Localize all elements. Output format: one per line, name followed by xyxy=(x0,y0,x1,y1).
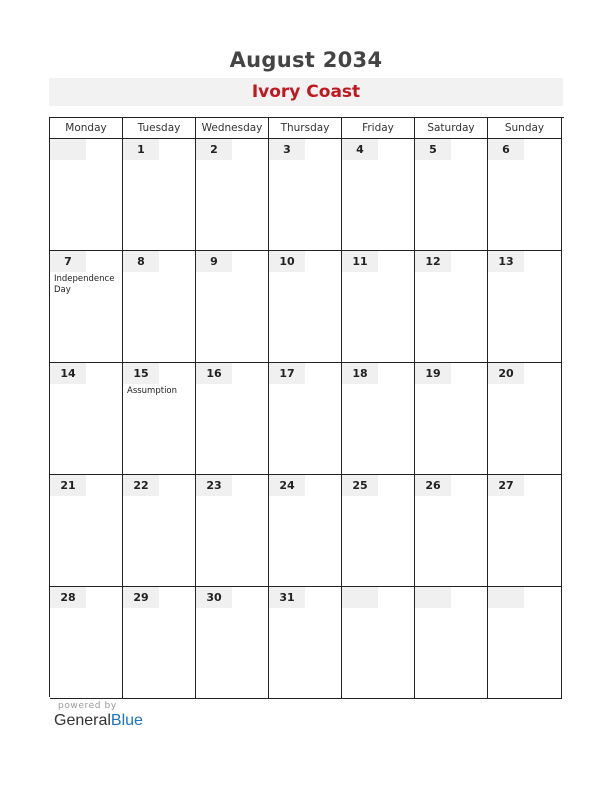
day-cell[interactable] xyxy=(123,251,196,363)
day-cell[interactable] xyxy=(269,251,342,363)
weekday-header: Thursday xyxy=(269,118,342,139)
day-cell[interactable] xyxy=(342,587,415,699)
day-cell[interactable] xyxy=(415,587,488,699)
day-cell[interactable] xyxy=(342,139,415,251)
day-number: 20 xyxy=(488,363,524,384)
day-cell[interactable] xyxy=(415,139,488,251)
day-number: 21 xyxy=(50,475,86,496)
day-cell[interactable] xyxy=(415,363,488,475)
weekday-header: Tuesday xyxy=(123,118,196,139)
day-cell[interactable] xyxy=(196,587,269,699)
day-number xyxy=(488,587,524,608)
day-number: 22 xyxy=(123,475,159,496)
day-cell[interactable] xyxy=(269,587,342,699)
day-number: 25 xyxy=(342,475,378,496)
day-number: 1 xyxy=(123,139,159,160)
day-cell[interactable] xyxy=(50,251,123,363)
day-cell[interactable] xyxy=(488,475,562,587)
calendar-title: August 2034 xyxy=(229,48,383,72)
day-number: 17 xyxy=(269,363,305,384)
day-cell[interactable] xyxy=(269,139,342,251)
day-number: 31 xyxy=(269,587,305,608)
day-cell[interactable] xyxy=(342,251,415,363)
day-cell[interactable] xyxy=(196,475,269,587)
day-cell[interactable] xyxy=(50,587,123,699)
week-row xyxy=(50,251,564,363)
day-cell[interactable] xyxy=(123,139,196,251)
day-number: 23 xyxy=(196,475,232,496)
day-number: 13 xyxy=(488,251,524,272)
weekday-header-row xyxy=(50,118,564,139)
day-cell[interactable] xyxy=(123,475,196,587)
day-cell[interactable] xyxy=(269,363,342,475)
day-number: 10 xyxy=(269,251,305,272)
day-number: 3 xyxy=(269,139,305,160)
weekday-header: Friday xyxy=(342,118,415,139)
day-cell[interactable] xyxy=(488,587,562,699)
week-row xyxy=(50,587,564,699)
week-row xyxy=(50,475,564,587)
day-number: 18 xyxy=(342,363,378,384)
day-number: 2 xyxy=(196,139,232,160)
country-name: Ivory Coast xyxy=(251,82,361,102)
day-cell[interactable] xyxy=(196,139,269,251)
powered-by-text: powered by xyxy=(58,701,117,711)
day-number: 5 xyxy=(415,139,451,160)
day-number: 26 xyxy=(415,475,451,496)
day-number: 6 xyxy=(488,139,524,160)
day-number: 9 xyxy=(196,251,232,272)
day-cell[interactable] xyxy=(342,475,415,587)
calendar-grid xyxy=(49,117,564,697)
day-cell[interactable] xyxy=(488,251,562,363)
day-cell[interactable] xyxy=(488,363,562,475)
day-cell[interactable] xyxy=(50,363,123,475)
day-number xyxy=(342,587,378,608)
day-number: 16 xyxy=(196,363,232,384)
country-banner xyxy=(49,78,563,106)
holiday-label: Independence Day xyxy=(54,274,115,295)
day-cell[interactable] xyxy=(488,139,562,251)
day-number: 15 xyxy=(123,363,159,384)
weekday-header: Sunday xyxy=(488,118,562,139)
weekday-header: Monday xyxy=(50,118,123,139)
day-number: 27 xyxy=(488,475,524,496)
brand-logo[interactable] xyxy=(54,712,143,730)
day-cell[interactable] xyxy=(415,475,488,587)
day-cell[interactable] xyxy=(123,587,196,699)
day-number xyxy=(50,139,86,160)
holiday-label: Assumption xyxy=(127,386,178,396)
week-row xyxy=(50,363,564,475)
day-number: 11 xyxy=(342,251,378,272)
day-cell[interactable] xyxy=(50,139,123,251)
weekday-header: Wednesday xyxy=(196,118,269,139)
day-number: 8 xyxy=(123,251,159,272)
day-cell[interactable] xyxy=(269,475,342,587)
day-number: 29 xyxy=(123,587,159,608)
day-cell[interactable] xyxy=(196,251,269,363)
day-number: 24 xyxy=(269,475,305,496)
day-number: 28 xyxy=(50,587,86,608)
week-row xyxy=(50,139,564,251)
day-number: 4 xyxy=(342,139,378,160)
day-number: 30 xyxy=(196,587,232,608)
day-number: 12 xyxy=(415,251,451,272)
brand-blue: Blue xyxy=(110,712,143,729)
brand-general: General xyxy=(54,712,111,729)
day-cell[interactable] xyxy=(196,363,269,475)
day-cell[interactable] xyxy=(415,251,488,363)
day-cell[interactable] xyxy=(123,363,196,475)
day-number: 19 xyxy=(415,363,451,384)
day-number: 14 xyxy=(50,363,86,384)
weekday-header: Saturday xyxy=(415,118,488,139)
day-number xyxy=(415,587,451,608)
day-cell[interactable] xyxy=(50,475,123,587)
day-number: 7 xyxy=(50,251,86,272)
day-cell[interactable] xyxy=(342,363,415,475)
